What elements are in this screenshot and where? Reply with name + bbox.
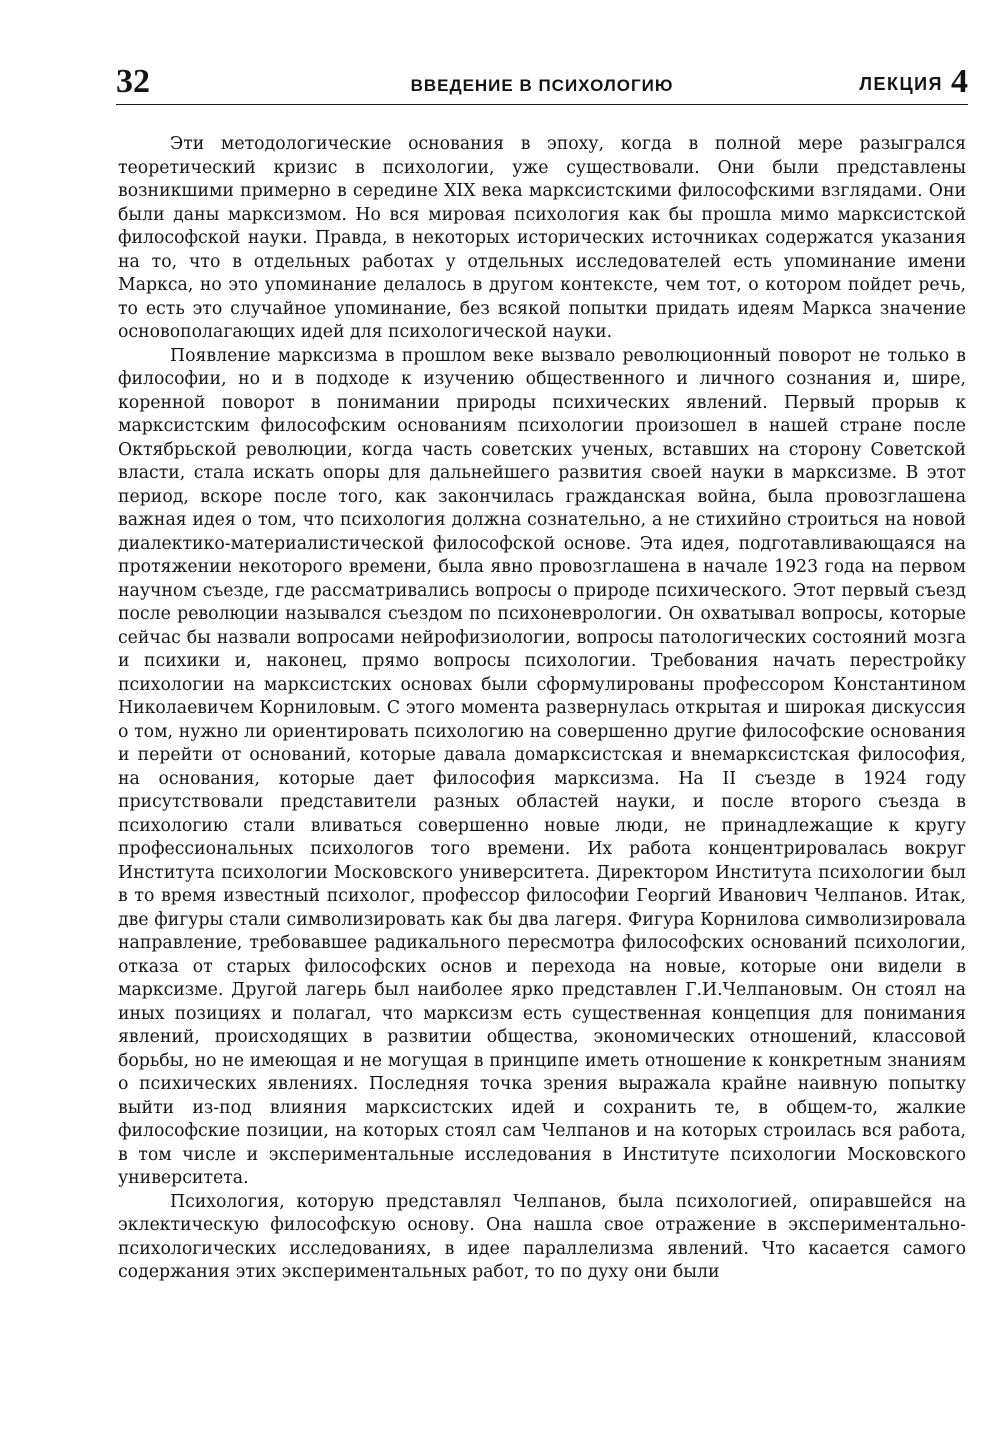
running-title: ВВЕДЕНИЕ В ПСИХОЛОГИЮ xyxy=(410,76,674,95)
paragraph-3: Психология, которую представлял Челпанов, была психологией, опиравшейся на эклектическую философскую основу. Она нашла свое отражение в экспериментально-психологических исследованиях, в идее параллелизма явлений. Что касается самого содержания этих экспериментальных работ, то по духу они были xyxy=(118,1191,966,1282)
lecture-label: ЛЕКЦИЯ xyxy=(859,74,943,94)
paragraph-2: Появление марксизма в прошлом веке вызвало революционный поворот не только в философии, но и в подходе к изучению общественного и личного сознания и, шире, коренной поворот в понимании природы психических явлений. Первый прорыв к марксистским философским основаниям психологии произошел в нашей стране после Октябрьской революции, когда часть советских ученых, вставших на сторону Советской власти, стала искать опоры для дальнейшего развития своей науки в марксизме. В этот период, вскоре после того, как закончилась гражданская война, была провозглашена важная идея о том, что психология должна сознательно, а не стихийно строиться на новой диалектико-материалистической философской основе. Эта идея, подготавливающаяся на протяжении некоторого времени, была явно провозглашена в начале 1923 года на первом научном съезде, где рассматривались вопросы о природе психического. Этот первый съезд после революции назывался съездом по психоневрологии. Он охватывал вопросы, которые сейчас бы назвали вопросами нейрофизиологии, вопросы патологических состояний мозга и психики и, наконец, прямо вопросы психологии. Требования начать перестройку психологии на марксистских основах были сформулированы профессором Константином Николаевичем Корниловым. С этого момента развернулась открытая и широкая дискуссия о том, нужно ли ориентировать психологию на совершенно другие философские основания и перейти от оснований, которые давала домарксистская и внемарксистская философия, на основания, которые дает философия марксизма. На II съезде в 1924 году присутствовали представители разных областей науки, и после второго съезда в психологию стали вливаться совершенно новые люди, не принадлежащие к кругу профессиональных психологов того времени. Их работа концентрировалась вокруг Института психологии Московского университета. Директором Института психологии был в то время известный психолог, профессор философии Георгий Иванович Челпанов. Итак, две фигуры стали символизировать как бы два лагеря. Фигура Корнилова символизировала направление, требовавшее радикального пересмотра философских оснований психологии, отказа от старых философских основ и перехода на новые, которые они видели в марксизме. Другой лагерь был наиболее ярко представлен Г.И.Челпановым. Он стоял на иных позициях и полагал, что марксизм есть существенная концепция для понимания явлений, происходящих в развитии общества, экономических отношений, классовой борьбы, но не имеющая и не могущая в принципе иметь отношение к конкретным знаниям о психических явлениях. Последняя точка зрения выражала крайне наивную попытку выйти из-под влияния марксистских идей и сохранить те, в общем-то, жалкие философские позиции, на которых стоял сам Челпанов и на которых строилась вся работа, в том числе и экспериментальные исследования в Институте психологии Московского университета. xyxy=(118,345,966,1188)
lecture-heading xyxy=(859,64,968,100)
page-number: 32 xyxy=(116,63,150,100)
body-text xyxy=(118,133,966,1285)
page-header xyxy=(116,64,968,105)
lecture-number: 4 xyxy=(951,63,968,100)
paragraph-1: Эти методологические основания в эпоху, когда в полной мере разыгрался теоретический кризис в психологии, уже существовали. Они были представлены возникшими примерно в середине XIX века марксистскими философскими взглядами. Они были даны марксизмом. Но вся мировая психология как бы прошла мимо марксистской философской науки. Правда, в некоторых исторических источниках содержатся указания на то, что в отдельных работах у отдельных исследователей есть упоминание имени Маркса, но это упоминание делалось в другом контексте, чем тот, о котором пойдет речь, то есть это случайное упоминание, без всякой попытки придать идеям Маркса значение основополагающих идей для психологической науки. xyxy=(118,134,966,342)
